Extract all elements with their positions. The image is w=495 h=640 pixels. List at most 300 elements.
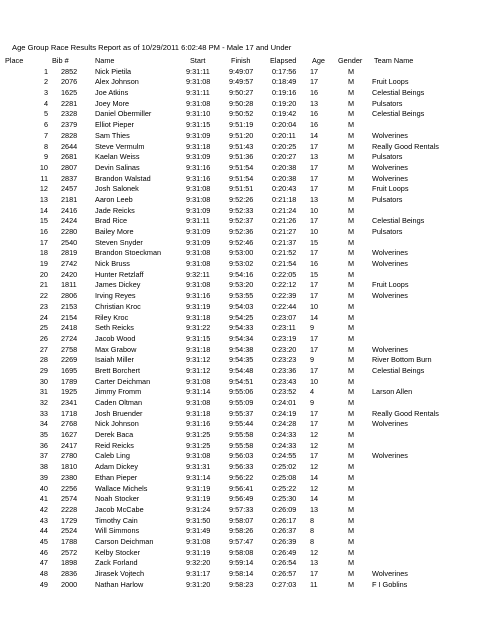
cell-runner-name: Nick Johnson — [95, 419, 139, 429]
cell-age: 12 — [310, 430, 319, 440]
cell-place: 24 — [39, 312, 48, 322]
cell-place: 46 — [39, 547, 48, 557]
cell-gender: M — [348, 547, 355, 557]
cell-gender: M — [348, 558, 355, 568]
cell-runner-name: Bailey More — [95, 227, 134, 236]
cell-age: 13 — [310, 504, 319, 514]
cell-bib: 2281 — [61, 98, 78, 108]
cell-bib: 2424 — [61, 216, 78, 226]
cell-age: 14 — [310, 472, 319, 482]
table-row — [5, 366, 490, 377]
header-gender: Gender — [338, 56, 363, 65]
cell-gender: M — [348, 66, 355, 76]
cell-gender: M — [348, 526, 355, 536]
cell-team-name: Celestial Beings — [372, 365, 425, 375]
cell-place: 49 — [39, 579, 48, 589]
cell-team-name: Celestial Beings — [372, 88, 425, 98]
cell-bib: 1695 — [61, 365, 78, 375]
cell-start-time: 9:31:14 — [186, 472, 211, 482]
cell-finish-time: 9:51:54 — [229, 162, 254, 172]
cell-place: 6 — [43, 120, 48, 130]
cell-elapsed-time: 0:21:54 — [272, 259, 297, 269]
cell-start-time: 9:31:12 — [186, 355, 211, 365]
cell-start-time: 9:31:09 — [186, 152, 211, 162]
cell-bib: 2420 — [61, 269, 78, 279]
cell-start-time: 9:31:10 — [186, 109, 211, 119]
cell-gender: M — [348, 77, 355, 87]
cell-age: 17 — [310, 569, 319, 578]
table-row — [5, 131, 490, 142]
cell-gender: M — [348, 536, 355, 546]
cell-bib: 2280 — [61, 227, 78, 236]
cell-gender: M — [348, 216, 355, 226]
cell-start-time: 9:31:09 — [186, 130, 211, 140]
cell-team-name: Wolverines — [372, 344, 408, 354]
cell-elapsed-time: 0:20:11 — [272, 130, 296, 140]
table-row — [5, 238, 490, 249]
cell-place: 37 — [39, 451, 48, 461]
cell-start-time: 9:31:25 — [186, 430, 211, 440]
cell-bib: 2724 — [61, 333, 78, 343]
cell-elapsed-time: 0:20:27 — [272, 152, 297, 162]
cell-age: 16 — [310, 88, 319, 98]
cell-age: 9 — [310, 323, 315, 333]
cell-elapsed-time: 0:21:52 — [272, 248, 297, 258]
cell-gender: M — [348, 88, 355, 98]
table-row — [5, 291, 490, 302]
cell-place: 20 — [39, 269, 48, 279]
cell-finish-time: 9:58:26 — [229, 526, 254, 536]
cell-place: 2 — [43, 77, 48, 87]
cell-start-time: 9:31:22 — [186, 323, 211, 333]
table-row — [5, 227, 490, 238]
cell-team-name: Larson Allen — [372, 387, 413, 397]
cell-place: 1 — [43, 66, 48, 76]
cell-finish-time: 9:56:03 — [229, 451, 254, 461]
cell-bib: 1789 — [61, 376, 78, 386]
cell-start-time: 9:31:25 — [186, 440, 211, 450]
cell-place: 18 — [39, 248, 48, 258]
cell-team-name: Pulsators — [372, 227, 403, 236]
cell-gender: M — [348, 355, 355, 365]
cell-gender: M — [348, 494, 355, 504]
cell-finish-time: 9:55:58 — [229, 440, 254, 450]
cell-elapsed-time: 0:18:49 — [272, 77, 297, 87]
cell-place: 23 — [39, 301, 48, 311]
cell-age: 12 — [310, 440, 319, 450]
cell-age: 9 — [310, 355, 315, 365]
cell-team-name: Wolverines — [372, 162, 408, 172]
cell-bib: 2256 — [61, 483, 78, 493]
cell-elapsed-time: 0:22:12 — [272, 280, 297, 290]
cell-age: 12 — [310, 462, 319, 472]
cell-bib: 2228 — [61, 504, 78, 514]
cell-finish-time: 9:54:03 — [229, 301, 254, 311]
cell-runner-name: Irving Reyes — [95, 291, 136, 301]
cell-elapsed-time: 0:26:37 — [272, 526, 297, 536]
cell-bib: 2153 — [61, 301, 78, 311]
cell-finish-time: 9:54:33 — [229, 323, 254, 333]
cell-team-name: Wolverines — [372, 130, 408, 140]
cell-finish-time: 9:52:36 — [229, 227, 254, 236]
cell-elapsed-time: 0:19:20 — [272, 98, 297, 108]
cell-start-time: 9:31:19 — [186, 301, 211, 311]
cell-place: 3 — [43, 88, 48, 98]
cell-place: 12 — [39, 184, 48, 194]
cell-finish-time: 9:51:43 — [229, 141, 254, 151]
cell-age: 13 — [310, 152, 319, 162]
report-title: Age Group Race Results Report as of 10/29/2011 6:02:48 PM - Male 17 and Under — [12, 43, 292, 52]
cell-start-time: 9:31:09 — [186, 237, 211, 247]
cell-place: 47 — [39, 558, 48, 568]
cell-age: 17 — [310, 162, 319, 172]
cell-place: 38 — [39, 462, 48, 472]
cell-start-time: 9:31:15 — [186, 333, 211, 343]
table-row — [5, 67, 490, 78]
cell-elapsed-time: 0:20:38 — [272, 173, 297, 183]
cell-age: 16 — [310, 259, 319, 269]
cell-start-time: 9:31:14 — [186, 387, 211, 397]
table-row — [5, 526, 490, 537]
cell-start-time: 9:31:08 — [186, 98, 211, 108]
cell-gender: M — [348, 419, 355, 429]
cell-bib: 1898 — [61, 558, 78, 568]
cell-runner-name: Jirasek Vojtech — [95, 569, 145, 578]
table-body — [5, 67, 490, 591]
cell-start-time: 9:31:12 — [186, 365, 211, 375]
cell-age: 17 — [310, 451, 319, 461]
cell-bib: 1627 — [61, 430, 78, 440]
cell-place: 26 — [39, 333, 48, 343]
cell-bib: 1788 — [61, 536, 78, 546]
cell-gender: M — [348, 184, 355, 194]
cell-age: 8 — [310, 526, 315, 536]
cell-place: 4 — [43, 98, 48, 108]
cell-gender: M — [348, 205, 355, 215]
cell-start-time: 9:31:31 — [186, 462, 211, 472]
cell-finish-time: 9:54:34 — [229, 333, 254, 343]
table-row — [5, 206, 490, 217]
cell-start-time: 9:31:15 — [186, 120, 211, 130]
cell-age: 8 — [310, 536, 315, 546]
cell-age: 13 — [310, 558, 319, 568]
table-row — [5, 163, 490, 174]
cell-runner-name: Adam Dickey — [95, 462, 138, 472]
cell-elapsed-time: 0:19:42 — [272, 109, 297, 119]
cell-gender: M — [348, 248, 355, 258]
cell-elapsed-time: 0:26:54 — [272, 558, 297, 568]
cell-finish-time: 9:55:06 — [229, 387, 254, 397]
cell-age: 16 — [310, 120, 319, 130]
cell-gender: M — [348, 98, 355, 108]
cell-runner-name: Hunter Retzlaff — [95, 269, 144, 279]
cell-gender: M — [348, 344, 355, 354]
table-row — [5, 398, 490, 409]
cell-finish-time: 9:51:54 — [229, 173, 254, 183]
table-row — [5, 387, 490, 398]
table-row — [5, 313, 490, 324]
cell-gender: M — [348, 109, 355, 119]
table-row — [5, 99, 490, 110]
cell-finish-time: 9:50:27 — [229, 88, 254, 98]
cell-place: 32 — [39, 398, 48, 407]
cell-elapsed-time: 0:25:22 — [272, 483, 297, 493]
cell-age: 17 — [310, 365, 319, 375]
cell-start-time: 9:31:18 — [186, 408, 211, 418]
cell-bib: 2000 — [61, 579, 78, 589]
cell-place: 48 — [39, 569, 48, 578]
cell-start-time: 9:31:08 — [186, 536, 211, 546]
table-row — [5, 88, 490, 99]
cell-age: 10 — [310, 227, 319, 236]
cell-age: 13 — [310, 98, 319, 108]
table-row — [5, 270, 490, 281]
cell-elapsed-time: 0:23:07 — [272, 312, 297, 322]
cell-bib: 2681 — [61, 152, 78, 162]
cell-finish-time: 9:54:48 — [229, 365, 254, 375]
cell-runner-name: Jade Reicks — [95, 205, 135, 215]
cell-age: 17 — [310, 248, 319, 258]
cell-finish-time: 9:56:22 — [229, 472, 254, 482]
cell-elapsed-time: 0:25:02 — [272, 462, 297, 472]
cell-age: 8 — [310, 515, 315, 525]
header-age: Age — [312, 56, 325, 65]
cell-start-time: 9:31:19 — [186, 547, 211, 557]
table-row — [5, 494, 490, 505]
cell-bib: 2418 — [61, 323, 78, 333]
cell-gender: M — [348, 483, 355, 493]
cell-runner-name: Josh Bruender — [95, 408, 143, 418]
cell-bib: 2416 — [61, 205, 78, 215]
header-start: Start — [190, 56, 206, 65]
cell-bib: 2572 — [61, 547, 78, 557]
cell-start-time: 9:31:20 — [186, 579, 211, 589]
cell-elapsed-time: 0:26:09 — [272, 504, 297, 514]
table-row — [5, 409, 490, 420]
cell-gender: M — [348, 398, 355, 407]
table-row — [5, 323, 490, 334]
cell-gender: M — [348, 430, 355, 440]
cell-runner-name: Kaelan Weiss — [95, 152, 140, 162]
cell-elapsed-time: 0:24:01 — [272, 398, 297, 407]
cell-bib: 2457 — [61, 184, 78, 194]
cell-finish-time: 9:54:51 — [229, 376, 254, 386]
table-row — [5, 184, 490, 195]
cell-age: 10 — [310, 205, 319, 215]
cell-gender: M — [348, 462, 355, 472]
table-row — [5, 430, 490, 441]
table-row — [5, 419, 490, 430]
cell-team-name: Pulsators — [372, 98, 403, 108]
cell-runner-name: Zack Forland — [95, 558, 138, 568]
cell-runner-name: Timothy Cain — [95, 515, 138, 525]
cell-place: 45 — [39, 536, 48, 546]
table-header-row — [5, 56, 490, 67]
cell-finish-time: 9:58:23 — [229, 579, 254, 589]
cell-start-time: 9:31:18 — [186, 344, 211, 354]
cell-bib: 2269 — [61, 355, 78, 365]
cell-start-time: 9:31:16 — [186, 162, 211, 172]
cell-elapsed-time: 0:21:27 — [272, 227, 297, 236]
cell-team-name: Celestial Beings — [372, 216, 425, 226]
cell-elapsed-time: 0:21:26 — [272, 216, 297, 226]
cell-runner-name: James Dickey — [95, 280, 141, 290]
table-row — [5, 334, 490, 345]
cell-runner-name: Seth Reicks — [95, 323, 134, 333]
cell-place: 36 — [39, 440, 48, 450]
cell-bib: 2574 — [61, 494, 78, 504]
cell-runner-name: Jacob Wood — [95, 333, 136, 343]
cell-elapsed-time: 0:24:33 — [272, 440, 297, 450]
cell-place: 43 — [39, 515, 48, 525]
cell-finish-time: 9:50:28 — [229, 98, 254, 108]
cell-runner-name: Daniel Obermiller — [95, 109, 152, 119]
cell-age: 14 — [310, 494, 319, 504]
cell-finish-time: 9:50:52 — [229, 109, 254, 119]
cell-elapsed-time: 0:24:28 — [272, 419, 297, 429]
cell-age: 14 — [310, 312, 319, 322]
cell-elapsed-time: 0:20:25 — [272, 141, 297, 151]
cell-team-name: Pulsators — [372, 152, 403, 162]
cell-bib: 1925 — [61, 387, 78, 397]
cell-team-name: Wolverines — [372, 248, 408, 258]
table-row — [5, 537, 490, 548]
cell-finish-time: 9:53:55 — [229, 291, 254, 301]
cell-start-time: 9:31:18 — [186, 312, 211, 322]
cell-runner-name: Sam Thies — [95, 130, 130, 140]
cell-finish-time: 9:58:07 — [229, 515, 254, 525]
table-row — [5, 142, 490, 153]
cell-gender: M — [348, 291, 355, 301]
cell-start-time: 9:31:11 — [186, 88, 210, 98]
cell-runner-name: Brandon Stoeckman — [95, 248, 162, 258]
table-row — [5, 120, 490, 131]
table-row — [5, 505, 490, 516]
cell-place: 31 — [39, 387, 48, 397]
cell-age: 11 — [310, 579, 318, 589]
cell-age: 17 — [310, 344, 319, 354]
table-row — [5, 195, 490, 206]
cell-start-time: 9:31:08 — [186, 194, 211, 204]
cell-runner-name: Alex Johnson — [95, 77, 139, 87]
cell-start-time: 9:31:19 — [186, 483, 211, 493]
cell-place: 16 — [39, 227, 48, 236]
cell-bib: 2742 — [61, 259, 78, 269]
cell-runner-name: Nick Bruss — [95, 259, 130, 269]
cell-elapsed-time: 0:21:37 — [272, 237, 297, 247]
cell-elapsed-time: 0:21:24 — [272, 205, 297, 215]
cell-age: 17 — [310, 419, 319, 429]
cell-runner-name: Devin Salinas — [95, 162, 140, 172]
cell-elapsed-time: 0:26:57 — [272, 569, 297, 578]
cell-elapsed-time: 0:20:43 — [272, 184, 297, 194]
cell-elapsed-time: 0:26:17 — [272, 515, 297, 525]
cell-bib: 2837 — [61, 173, 78, 183]
cell-start-time: 9:31:08 — [186, 248, 211, 258]
cell-place: 9 — [43, 152, 48, 162]
table-row — [5, 109, 490, 120]
cell-runner-name: Steven Snyder — [95, 237, 143, 247]
cell-bib: 2780 — [61, 451, 78, 461]
cell-start-time: 9:31:24 — [186, 504, 211, 514]
cell-finish-time: 9:54:25 — [229, 312, 254, 322]
cell-gender: M — [348, 440, 355, 450]
cell-bib: 2644 — [61, 141, 78, 151]
header-finish: Finish — [231, 56, 251, 65]
table-row — [5, 441, 490, 452]
cell-finish-time: 9:49:07 — [229, 66, 254, 76]
cell-place: 13 — [39, 194, 48, 204]
cell-finish-time: 9:59:14 — [229, 558, 254, 568]
cell-place: 22 — [39, 291, 48, 301]
table-row — [5, 451, 490, 462]
cell-start-time: 9:31:50 — [186, 515, 211, 525]
cell-runner-name: Wallace Michels — [95, 483, 148, 493]
table-row — [5, 548, 490, 559]
cell-gender: M — [348, 451, 355, 461]
cell-gender: M — [348, 152, 355, 162]
cell-runner-name: Elliot Pieper — [95, 120, 134, 130]
table-row — [5, 569, 490, 580]
cell-place: 35 — [39, 430, 48, 440]
cell-start-time: 9:31:19 — [186, 494, 211, 504]
cell-team-name: Pulsators — [372, 194, 403, 204]
cell-team-name: Really Good Rentals — [372, 141, 439, 151]
cell-team-name: F I Goblins — [372, 579, 408, 589]
header-place: Place — [5, 56, 24, 65]
cell-finish-time: 9:55:37 — [229, 408, 254, 418]
cell-bib: 2417 — [61, 440, 78, 450]
cell-runner-name: Josh Salonek — [95, 184, 139, 194]
cell-finish-time: 9:53:02 — [229, 259, 254, 269]
cell-runner-name: Jacob McCabe — [95, 504, 144, 514]
cell-place: 30 — [39, 376, 48, 386]
table-row — [5, 259, 490, 270]
cell-age: 10 — [310, 376, 319, 386]
table-row — [5, 345, 490, 356]
cell-bib: 2828 — [61, 130, 78, 140]
header-name: Name — [95, 56, 115, 65]
cell-runner-name: Carter Deichman — [95, 376, 151, 386]
cell-gender: M — [348, 333, 355, 343]
cell-place: 42 — [39, 504, 48, 514]
cell-bib: 2852 — [61, 66, 78, 76]
cell-place: 34 — [39, 419, 48, 429]
cell-runner-name: Joe Atkins — [95, 88, 129, 98]
cell-elapsed-time: 0:26:49 — [272, 547, 297, 557]
cell-start-time: 9:31:08 — [186, 184, 211, 194]
cell-bib: 2807 — [61, 162, 78, 172]
cell-start-time: 9:31:16 — [186, 291, 211, 301]
cell-bib: 1811 — [61, 280, 77, 290]
table-row — [5, 558, 490, 569]
header-bib: Bib # — [52, 56, 69, 65]
cell-age: 17 — [310, 291, 319, 301]
table-row — [5, 580, 490, 591]
cell-gender: M — [348, 141, 355, 151]
cell-age: 17 — [310, 77, 319, 87]
cell-place: 25 — [39, 323, 48, 333]
table-row — [5, 473, 490, 484]
cell-gender: M — [348, 259, 355, 269]
cell-elapsed-time: 0:22:44 — [272, 301, 297, 311]
cell-runner-name: Carson Deichman — [95, 536, 154, 546]
cell-elapsed-time: 0:23:20 — [272, 344, 297, 354]
cell-start-time: 9:31:08 — [186, 398, 211, 407]
cell-elapsed-time: 0:19:16 — [272, 88, 297, 98]
cell-bib: 2181 — [61, 194, 78, 204]
cell-start-time: 9:31:16 — [186, 419, 211, 429]
